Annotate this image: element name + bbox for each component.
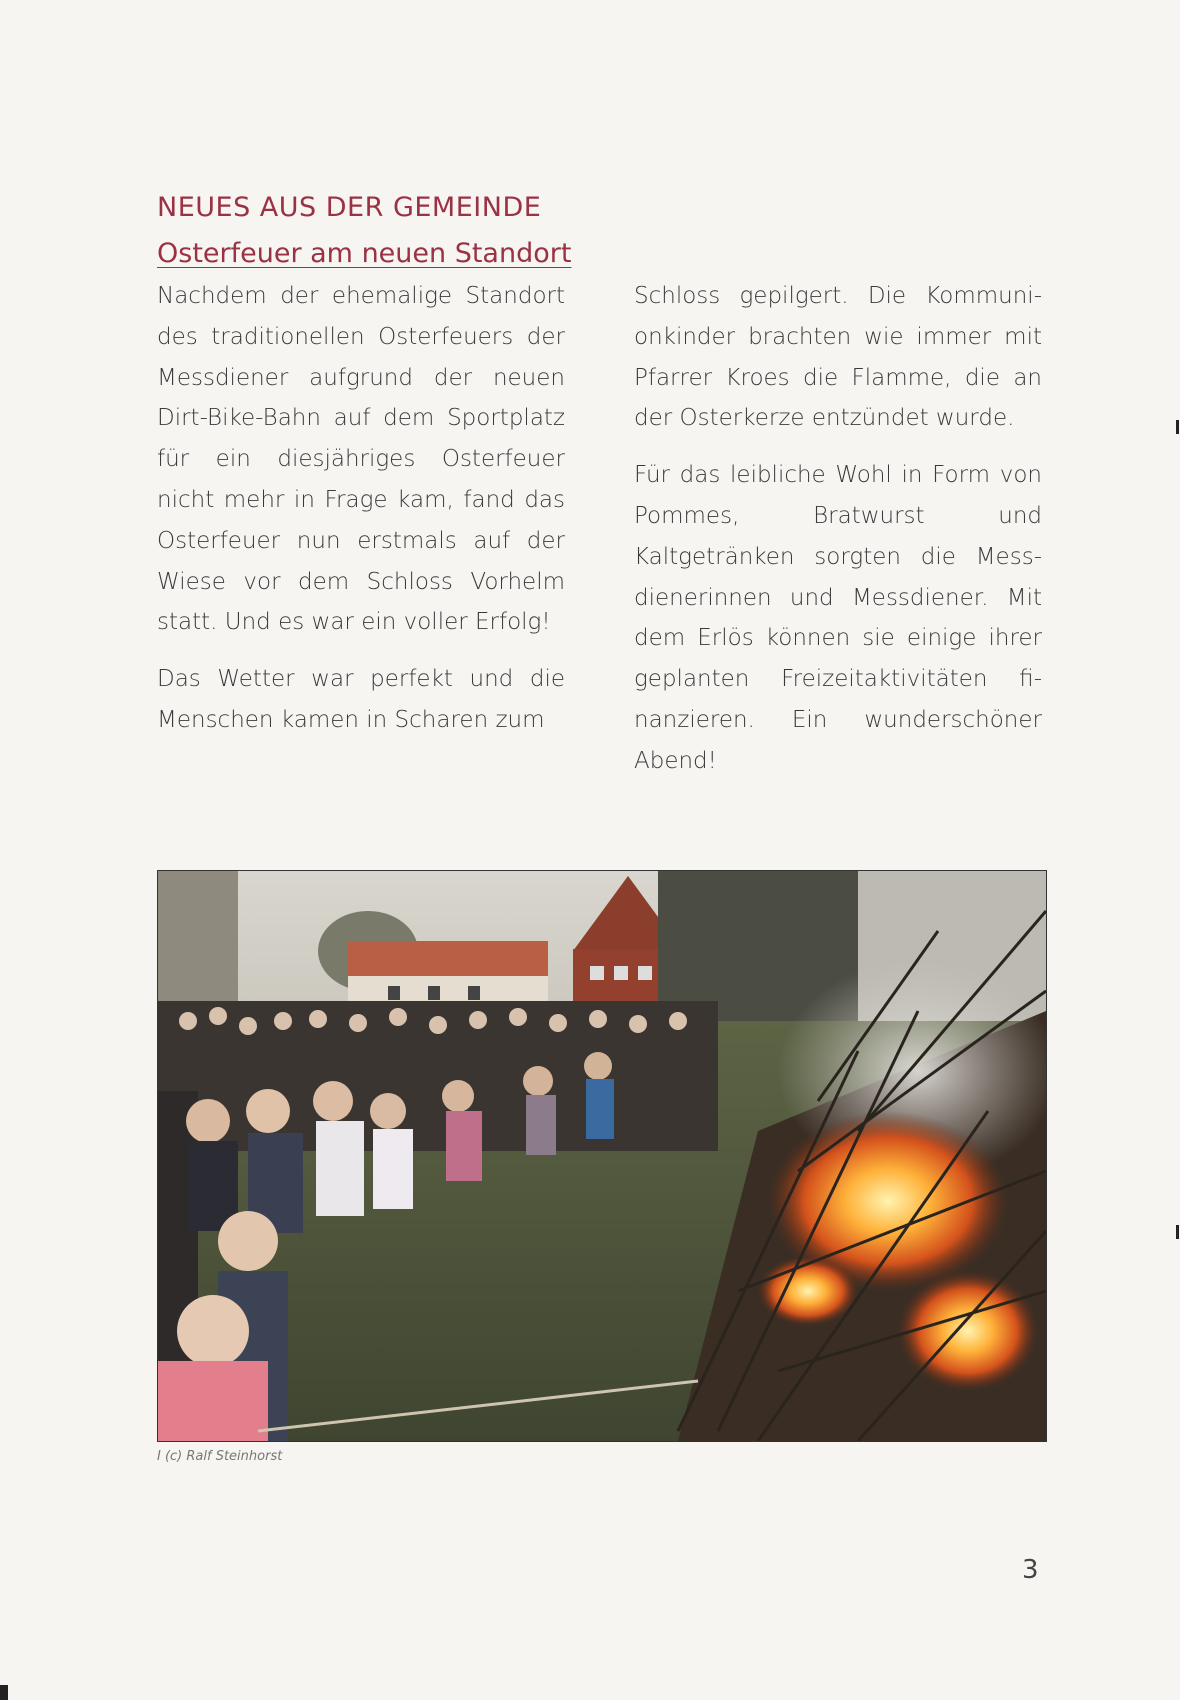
- scan-edge-mark: [1176, 1225, 1179, 1239]
- text-column-right: [634, 276, 1042, 798]
- photo-caption: I (c) Ralf Steinhorst: [157, 1449, 283, 1464]
- photo-illustration: [158, 871, 1046, 1441]
- scan-edge-mark: [1176, 420, 1179, 434]
- scan-edge-mark: [0, 1685, 8, 1700]
- page-number: 3: [1022, 1555, 1039, 1585]
- paragraph: Nachdem der ehemalige Standort des traditionellen Osterfeuers der Messdiener aufgrund der neuen Dirt-Bike-Bahn auf dem Sportplatz für ein diesjähriges Osterfeuer nicht mehr in Frage kam, fand das Osterfeuer nun erstmals auf der Wiese vor dem Schloss Vorhelm statt. Und es war ein voller Erfolg!: [157, 283, 565, 636]
- section-title: NEUES AUS DER GEMEINDE: [157, 192, 542, 223]
- text-column-left: [157, 276, 565, 757]
- paragraph: Schloss gepilgert. Die Kommunionkinder brachten wie immer mit Pfarrer Kroes die Flamme, die an der Osterkerze entzündet wurde.: [634, 283, 1042, 432]
- easter-fire-photo: [157, 870, 1047, 1442]
- paragraph: Das Wetter war perfekt und die Menschen kamen in Scharen zum: [157, 666, 565, 733]
- article-title: Osterfeuer am neuen Standort: [157, 238, 572, 269]
- paragraph: Für das leibliche Wohl in Form von Pommes, Bratwurst und Kaltgetränken sorgten die Messdienerinnen und Messdiener. Mit dem Erlös können sie einige ihrer geplanten Freizeitaktivitäten finanzieren. Ein wunderschöner Abend!: [634, 462, 1042, 774]
